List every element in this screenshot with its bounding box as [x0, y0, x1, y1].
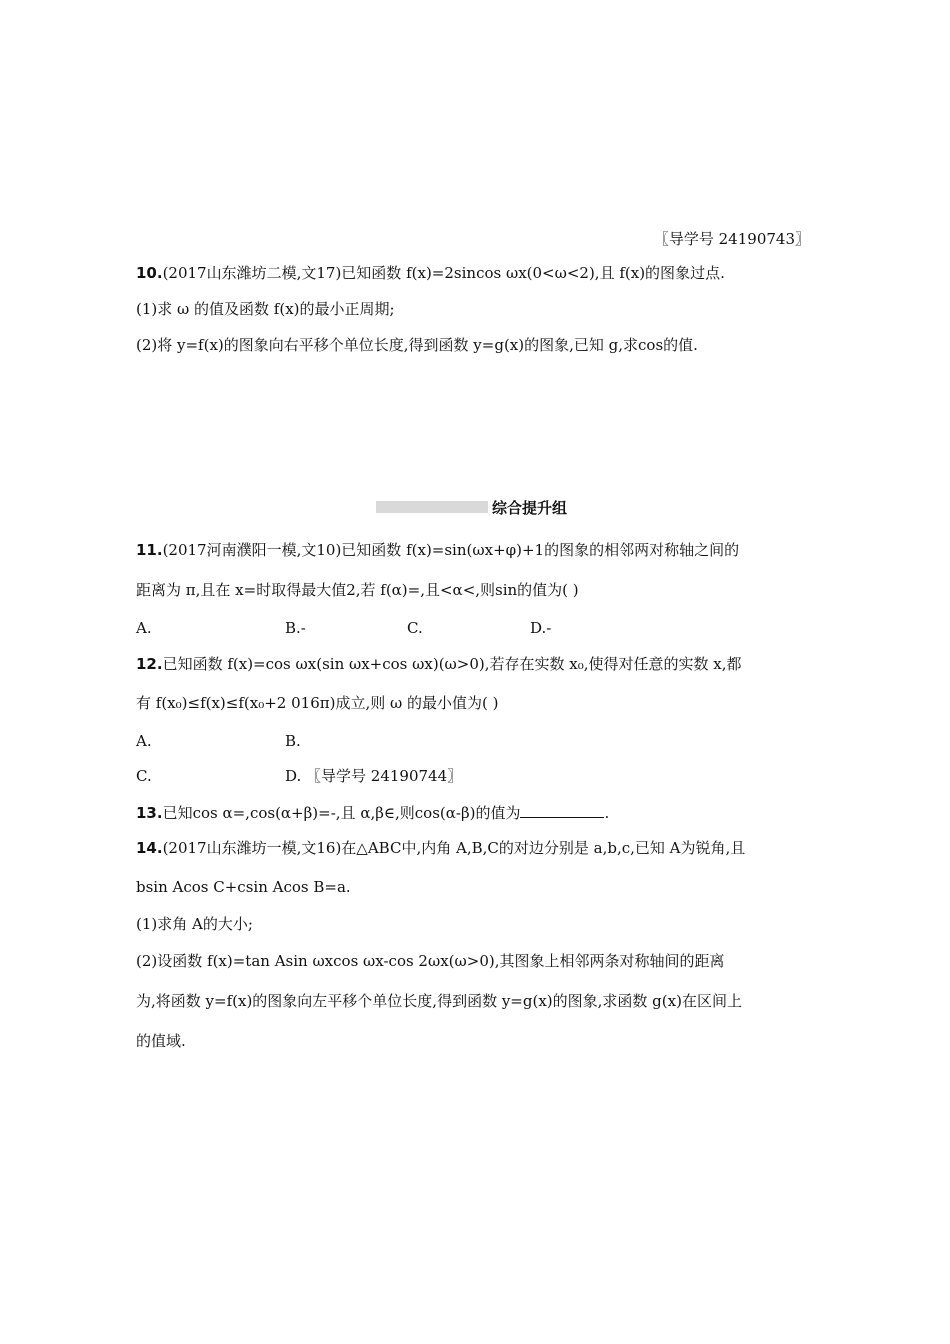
section-title: 综合提升组	[492, 499, 568, 517]
q13-text-pre: 已知cos α=,cos(α+β)=-,且 α,β∈,则cos(α-β)的值为	[162, 804, 521, 822]
q13-number: 13.	[136, 804, 163, 822]
q14-line2: bsin Acos C+csin Acos B=a.	[136, 878, 351, 896]
q10-text1: (2017山东潍坊二模,文17)已知函数 f(x)=2sincos ωx(0<ω<2),且 f(x)的图象过点.	[162, 264, 725, 282]
q14-line3: (1)求角 A的大小;	[136, 915, 253, 933]
q10-number: 10.	[136, 264, 163, 282]
q11-option-c: C.	[407, 619, 423, 637]
q11-number: 11.	[136, 541, 163, 559]
q10-line2: (1)求 ω 的值及函数 f(x)的最小正周期;	[136, 300, 395, 318]
q12-option-b: B.	[285, 732, 301, 750]
q10-line3: (2)将 y=f(x)的图象向右平移个单位长度,得到函数 y=g(x)的图象,已知 g,求cos的值.	[136, 336, 698, 354]
q11-option-d: D.-	[530, 619, 552, 637]
q13-line1	[136, 802, 609, 823]
q11-text1: (2017河南濮阳一模,文10)已知函数 f(x)=sin(ωx+φ)+1的图象的相邻两对称轴之间的	[162, 541, 740, 559]
q12-option-d: D. 〖导学号 24190744〗	[285, 767, 463, 785]
q14-line6: 的值域.	[136, 1032, 186, 1050]
q14-text1: (2017山东潍坊一模,文16)在△ABC中,内角 A,B,C的对边分别是 a,b,c,已知 A为锐角,且	[162, 839, 746, 857]
q12-option-a: A.	[136, 732, 152, 750]
q13-answer-blank	[520, 802, 604, 818]
section-bar	[376, 501, 488, 513]
q11-option-b: B.-	[285, 619, 306, 637]
q14-line5: 为,将函数 y=f(x)的图象向左平移个单位长度,得到函数 y=g(x)的图象,求函数 g(x)在区间上	[136, 992, 742, 1010]
q11-option-a: A.	[136, 619, 152, 637]
q11-line2: 距离为 π,且在 x=时取得最大值2,若 f(α)=,且<α<,则sin的值为( )	[136, 581, 579, 599]
q12-number: 12.	[136, 655, 163, 673]
q12-text1: 已知函数 f(x)=cos ωx(sin ωx+cos ωx)(ω>0),若存在实数 x₀,使得对任意的实数 x,都	[162, 655, 742, 673]
guide-number-10: 〖导学号 24190743〗	[653, 230, 810, 248]
q14-line4: (2)设函数 f(x)=tan Asin ωxcos ωx-cos 2ωx(ω>0),其图象上相邻两条对称轴间的距离	[136, 952, 725, 970]
q10-line1	[136, 263, 725, 283]
q13-text-post: .	[604, 804, 610, 822]
q12-line1	[136, 654, 742, 674]
q12-line2: 有 f(x₀)≤f(x)≤f(x₀+2 016π)成立,则 ω 的最小值为( )	[136, 694, 499, 712]
q12-option-c: C.	[136, 767, 152, 785]
q14-number: 14.	[136, 839, 163, 857]
q11-line1	[136, 540, 739, 560]
q14-line1	[136, 838, 745, 858]
